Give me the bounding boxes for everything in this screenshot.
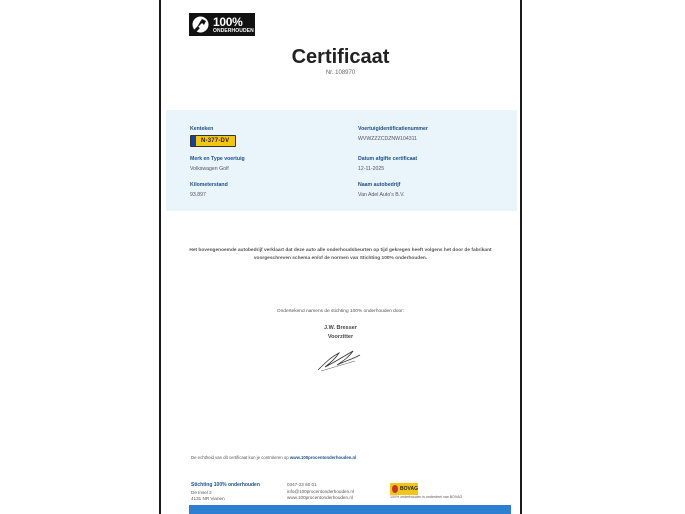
wrench-icon	[189, 13, 212, 36]
statement-text: Het bovengenoemde autobedrijf verklaart dat deze auto alle onderhoudsbeurten op tijd gekregen heeft volgens het door de fabrikant voorgeschreven schema en/of de normen van Stichting 100% onderhouden.	[189, 248, 492, 262]
footer-website[interactable]: www.100procentonderhouden.nl	[287, 495, 353, 501]
handwritten-signature	[315, 345, 363, 373]
bovag-logo-text: BOVAG	[400, 486, 418, 492]
model-label: Merk en Type voertuig	[190, 156, 245, 162]
vin-value: WVWZZZCDZNW104311	[358, 136, 417, 142]
bovag-note: 100% onderhouden is onderdeel van BOVAG	[390, 495, 463, 499]
footer-organization	[191, 482, 260, 503]
logo	[189, 13, 255, 36]
verify-line	[191, 455, 356, 460]
vin-label: Voertuigidentificatienummer	[358, 126, 428, 132]
mileage-label: Kilometerstand	[190, 182, 228, 188]
logo-number: 100%	[213, 14, 243, 29]
footer-contact	[287, 482, 354, 502]
verify-link[interactable]: www.100procentonderhouden.nl	[289, 455, 357, 460]
issue-date-field	[358, 156, 417, 172]
logo-subtitle: ONDERHOUDEN	[213, 27, 254, 34]
company-label: Naam autobedrijf	[358, 182, 401, 188]
certificate-number: Nr. 108970	[325, 70, 356, 76]
verify-text: De echtheid van dit certificaat kun je controleren op	[191, 455, 289, 460]
license-plate-text: N-377-DV	[201, 138, 230, 144]
company-value: Van Adel Auto's B.V.	[358, 192, 405, 198]
signer-role: Voorzitter	[327, 333, 354, 340]
footer-phone: 0347-23 60 01	[287, 482, 317, 487]
issue-date-label: Datum afgifte certificaat	[358, 156, 418, 162]
bovag-logo	[390, 483, 418, 495]
footer-org-name: Stichting 100% onderhouden	[191, 482, 260, 488]
page-title: Certificaat	[291, 46, 390, 68]
footer-email[interactable]: info@100procentonderhouden.nl	[287, 488, 354, 494]
viewer-border-right	[520, 0, 522, 514]
footer-address-line2: 4131 NR Vianen	[191, 496, 225, 502]
mileage-field	[190, 182, 228, 198]
model-field	[190, 156, 245, 172]
vehicle-info-panel	[166, 110, 517, 211]
model-value: Volkswagen Golf	[190, 166, 229, 172]
bovag-emblem-icon	[392, 485, 398, 493]
kenteken-field	[190, 126, 236, 151]
kenteken-label: Kenteken	[190, 126, 214, 132]
mileage-value: 93.897	[190, 192, 206, 198]
vin-field	[358, 126, 428, 142]
signed-on-behalf-text: Ondertekend namens de stichting 100% onderhouden door:	[276, 309, 405, 314]
footer-bar	[189, 505, 511, 514]
signer-block	[161, 324, 520, 342]
signer-name: J.W. Bresser	[323, 325, 358, 331]
footer-address-line1: De Insel 2	[191, 489, 212, 495]
company-field	[358, 182, 405, 198]
certificate-page	[161, 0, 520, 514]
issue-date-value: 12-11-2025	[358, 166, 385, 172]
license-plate	[190, 135, 236, 147]
